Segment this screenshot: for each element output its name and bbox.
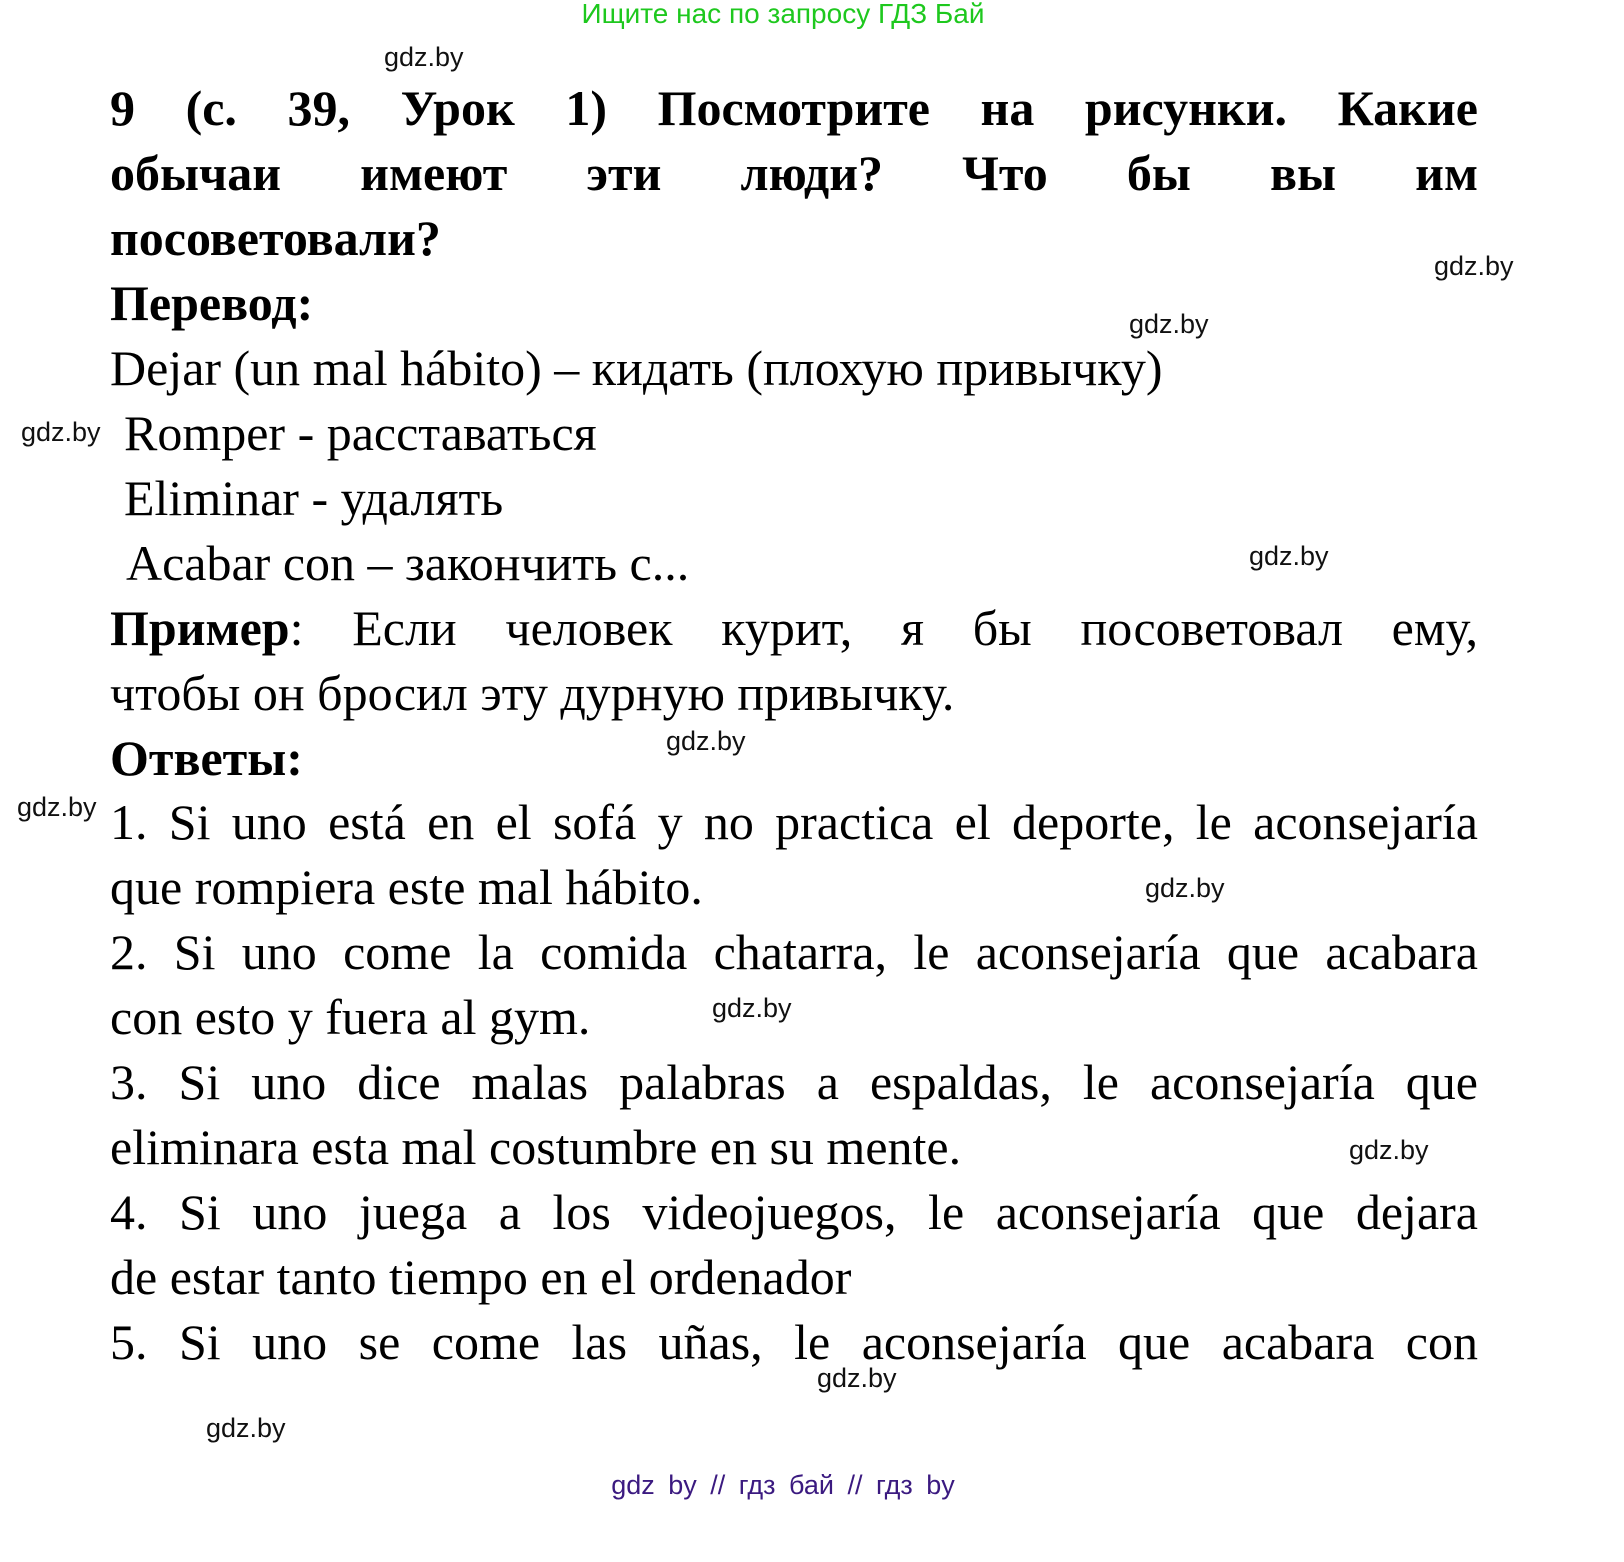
answer-line: de estar tanto tiempo en el ordenador bbox=[110, 1249, 852, 1305]
translation-heading: Перевод: bbox=[110, 275, 314, 331]
footer-links: gdz by // гдз бай // гдз by bbox=[611, 1470, 955, 1500]
answer-line: eliminara esta mal costumbre en su mente. bbox=[110, 1119, 962, 1175]
watermark: gdz.by bbox=[1129, 309, 1209, 339]
example-label: Пример bbox=[110, 600, 290, 656]
watermark: gdz.by bbox=[1349, 1135, 1429, 1165]
answer-line: 1. Si uno está en el sofá y no practica el deporte, le aconsejaría bbox=[110, 794, 1478, 850]
answer-line: 2. Si uno come la comida chatarra, le aconsejaría que acabara bbox=[110, 924, 1478, 980]
example-text: : Если человек курит, я бы посоветовал ему, bbox=[289, 600, 1478, 656]
answer-line: 5. Si uno se come las uñas, le aconsejaría que acabara con bbox=[110, 1314, 1478, 1370]
task-line-2: обычаи имеют эти люди? Что бы вы им bbox=[110, 145, 1478, 201]
translation-item: Eliminar - удалять bbox=[124, 470, 504, 526]
answer-line: 3. Si uno dice malas palabras a espaldas, le aconsejaría que bbox=[110, 1054, 1478, 1110]
translation-item: Acabar con – закончить с... bbox=[126, 535, 690, 591]
watermark: gdz.by bbox=[1434, 251, 1514, 281]
watermark: gdz.by bbox=[712, 993, 792, 1023]
watermark: gdz.by bbox=[206, 1413, 286, 1443]
example-line-2: чтобы он бросил эту дурную привычку. bbox=[110, 665, 955, 721]
answers-heading: Ответы: bbox=[110, 730, 303, 786]
watermark: gdz.by bbox=[1249, 541, 1329, 571]
watermark: gdz.by bbox=[666, 726, 746, 756]
translation-item: Dejar (un mal hábito) – кидать (плохую привычку) bbox=[110, 340, 1163, 396]
search-banner: Ищите нас по запросу ГДЗ Бай bbox=[581, 0, 985, 29]
watermark: gdz.by bbox=[1145, 873, 1225, 903]
watermark: gdz.by bbox=[384, 42, 464, 72]
example-line-1 bbox=[110, 598, 1478, 658]
watermark: gdz.by bbox=[17, 792, 97, 822]
watermark: gdz.by bbox=[817, 1363, 897, 1393]
answer-line: que rompiera este mal hábito. bbox=[110, 859, 703, 915]
answer-line: 4. Si uno juega a los videojuegos, le aconsejaría que dejara bbox=[110, 1184, 1478, 1240]
answer-line: con esto y fuera al gym. bbox=[110, 989, 591, 1045]
task-line-3: посоветовали? bbox=[110, 210, 441, 266]
watermark: gdz.by bbox=[21, 417, 101, 447]
task-line-1: 9 (с. 39, Урок 1) Посмотрите на рисунки. Какие bbox=[110, 80, 1478, 136]
translation-item: Romper - расставаться bbox=[124, 405, 597, 461]
